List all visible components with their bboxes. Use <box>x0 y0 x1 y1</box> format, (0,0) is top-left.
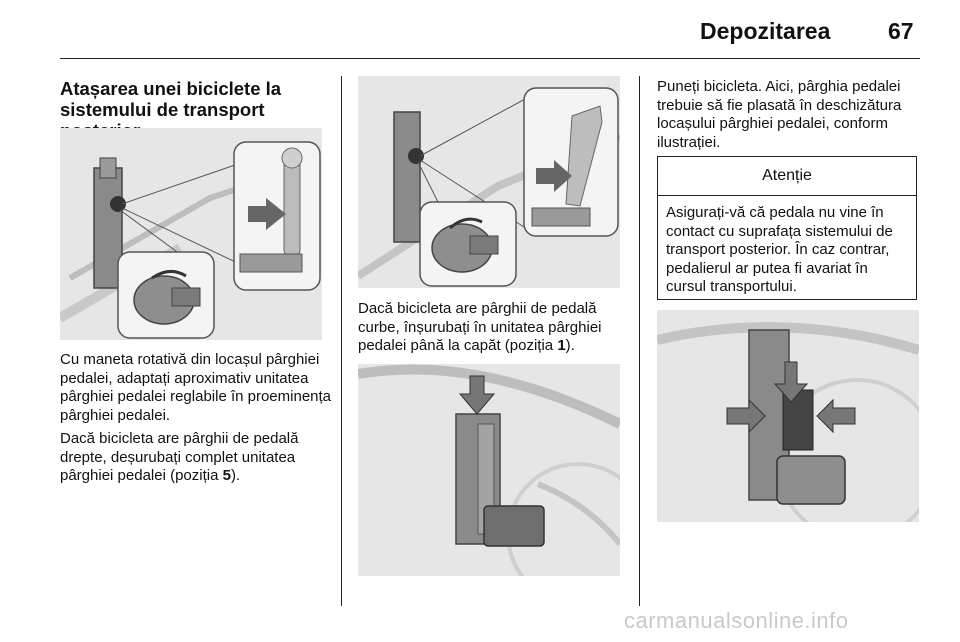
position-number-5: 5 <box>222 467 231 484</box>
position-number-1: 1 <box>557 337 566 354</box>
col1-paragraph-1: Cu maneta rotativă din locașul pârghiei pedalei, adaptați aproximativ unitatea pârghiei pedalei reglabile în proeminența pârghiei pedalei. <box>60 351 332 424</box>
page-number: 67 <box>888 18 914 44</box>
attention-box <box>657 156 917 300</box>
col3-paragraph-1: Puneți bicicleta. Aici, pârghia pedalei trebuie să fie plasată în deschizătura locașului pârghiei pedalei, conform ilustrației. <box>657 78 902 151</box>
attention-title: Atenție <box>658 157 916 196</box>
col2-paragraph-1 <box>358 300 636 356</box>
column-divider-1 <box>341 76 342 606</box>
page-header-title: Depozitarea <box>700 18 831 44</box>
attention-text: Asigurați-vă că pedala nu vine în contact cu suprafața sistemului de transport posterior. În caz contrar, pedalierul ar putea fi avariat în cursul transportului. <box>666 204 893 295</box>
illustration-3 <box>358 364 620 576</box>
column-divider-2 <box>639 76 640 606</box>
col1-paragraph-2 <box>60 430 338 486</box>
illustration-2 <box>358 76 620 288</box>
col1-paragraph-2-end: ). <box>230 467 241 484</box>
header-divider <box>60 58 920 59</box>
section-title: Atașarea unei biciclete la sistemului de transport <box>60 78 282 120</box>
col1-paragraph-2-text: Dacă bicicleta are pârghii de pedală drepte, deșurubați complet unitatea pârghiei pedalei (poziția <box>60 430 299 484</box>
illustration-4 <box>657 310 919 522</box>
illustration-1 <box>60 128 322 340</box>
col2-paragraph-1-end: ). <box>565 337 575 354</box>
col2-paragraph-1-text: Dacă bicicleta are pârghii de pedală curbe, înșurubați în unitatea pârghiei pedalei până la capăt (poziția <box>358 300 602 354</box>
watermark: carmanualsonline.info <box>624 608 849 633</box>
